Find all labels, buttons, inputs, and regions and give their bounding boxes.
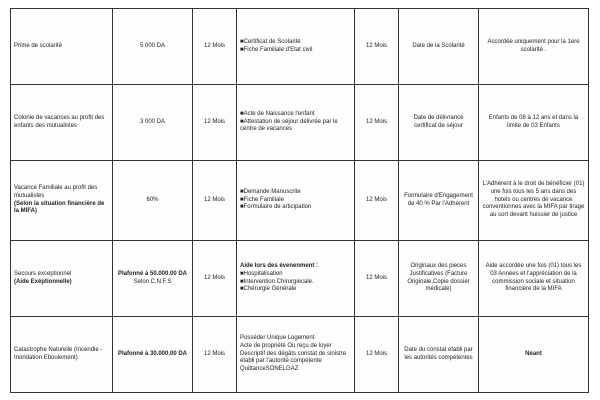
benefit-name: Secours exceptionnel	[14, 270, 72, 277]
table-row	[11, 85, 589, 161]
condition-cell	[399, 161, 479, 241]
observation-text: L'Adhérent à le droit de bénéficier (01) une fois tous les 5 ans dans des hotels ou centres de vacance conventionnes avec la MIFA par tirage au sort devant huissier de justice	[482, 181, 585, 219]
document-item: Descriptif des dégâts constat de sinistre établi par l'autorité compétente	[240, 350, 347, 365]
document-item: Acte de propriété Ou reçu de loyer	[240, 342, 332, 349]
observation-text: Aide accordée une fois (01) tous les 03 Années et l'appréciation de la commission sociale et situation financière de la MIFA	[485, 262, 582, 293]
document-item: ■Fiche Familiale d'Etat civil	[240, 46, 313, 53]
observation-text: Néant	[525, 350, 542, 357]
benefit-name: Prime de scolarité	[14, 42, 63, 49]
amount-cell	[113, 161, 193, 241]
benefits-table	[10, 8, 589, 393]
documents-cell	[237, 317, 355, 393]
document-item: ■Formulaire de articipation	[240, 204, 312, 211]
observation-text: Enfants de 08 à 12 ans et dans la limite de 03 Enfants	[488, 114, 579, 129]
delay-text: 12 Mois	[365, 274, 387, 281]
document-item: ■Fiche Familiale	[240, 196, 284, 203]
benefit-name-cell	[11, 241, 113, 317]
period-text: 12 Mois	[203, 118, 225, 125]
condition-text: Date de délivrance certificat de séjour	[413, 114, 464, 129]
amount-cell	[113, 9, 193, 85]
benefit-name-cell	[11, 161, 113, 241]
documents-title: Aide lors des évenenment :	[240, 262, 319, 269]
documents-cell	[237, 161, 355, 241]
document-item: ■Hospitalisation	[240, 270, 283, 277]
amount-text: Plafonné à 30.000.00 DA	[117, 350, 188, 357]
benefit-name-cell	[11, 9, 113, 85]
observation-cell	[479, 9, 589, 85]
delay-cell	[355, 161, 399, 241]
condition-cell	[399, 317, 479, 393]
delay-text: 12 Mois	[365, 118, 387, 125]
observation-text: Accordée uniquement pour la 1ere scolarité .	[487, 38, 580, 53]
benefit-note: (Selon la situation financière de la MIFA)	[14, 200, 105, 215]
period-text: 12 Mois	[203, 274, 225, 281]
delay-cell	[355, 9, 399, 85]
period-cell	[193, 9, 237, 85]
documents-cell	[237, 9, 355, 85]
benefit-name-cell	[11, 317, 113, 393]
table-row	[11, 241, 589, 317]
period-cell	[193, 241, 237, 317]
observation-cell	[479, 85, 589, 161]
document-item: QuittanceSONELGAZ	[240, 366, 299, 373]
amount-cell	[113, 241, 193, 317]
amount-cell	[113, 85, 193, 161]
delay-text: 12 Mois	[365, 350, 387, 357]
period-cell	[193, 85, 237, 161]
documents-cell	[237, 241, 355, 317]
condition-text: Formulaire d'Engagement de 40 % Par l'Adhérent	[404, 192, 473, 207]
document-item: ■Demande Manuscrite	[240, 188, 301, 195]
condition-cell	[399, 241, 479, 317]
document-item: ■Attestation de séjour délivrée par le centre de vacances	[240, 118, 338, 133]
observation-cell	[479, 161, 589, 241]
amount-text: 5 000 DA	[139, 42, 166, 49]
observation-cell	[479, 241, 589, 317]
condition-text: Date du constat établi par les autorités compétentes	[404, 346, 473, 361]
condition-cell	[399, 85, 479, 161]
document-item: ■Certificat de Scolarité	[240, 38, 301, 45]
delay-cell	[355, 241, 399, 317]
period-text: 12 Mois	[203, 196, 225, 203]
delay-text: 12 Mois	[365, 42, 387, 49]
observation-cell	[479, 317, 589, 393]
amount-cell	[113, 317, 193, 393]
period-text: 12 Mois	[203, 350, 225, 357]
condition-cell	[399, 9, 479, 85]
document-item: ■Intervention Chirurgiecale.	[240, 278, 314, 285]
amount-text: 3 000 DA	[139, 118, 166, 125]
condition-text: Date de la Scolarité	[412, 42, 465, 49]
benefits-document	[10, 8, 588, 392]
delay-text: 12 Mois	[365, 196, 387, 203]
condition-text: Originaux des pieces Justificatives (Facture Originale,Copie dossier médicale)	[407, 262, 470, 293]
document-item: Posséder Unique Logement	[240, 335, 315, 341]
document-item: ■Chérurgie Générale	[240, 286, 297, 293]
benefit-name: Colonie de vacances au profit des enfants des mutualistes	[14, 114, 105, 129]
documents-cell	[237, 85, 355, 161]
benefit-name-cell	[11, 85, 113, 161]
benefit-name: Vacance Familiale au profit des mutualistes	[14, 184, 98, 199]
period-cell	[193, 161, 237, 241]
delay-cell	[355, 85, 399, 161]
benefit-name: Catastrophe Naturelle (Incendie - Inondation Eboulement)	[14, 346, 103, 361]
table-row	[11, 317, 589, 393]
period-text: 12 Mois	[203, 42, 225, 49]
benefit-note: (Aide Exéptionnelle)	[14, 278, 72, 285]
document-item: ■Acte de Naissance l'enfant	[240, 110, 315, 117]
delay-cell	[355, 317, 399, 393]
amount-text: Plafonné à 50.000.00 DA	[117, 270, 188, 277]
amount-text: 60%	[146, 196, 159, 203]
table-row	[11, 9, 589, 85]
table-row	[11, 161, 589, 241]
period-cell	[193, 317, 237, 393]
amount-text: Selon C.N.F.S	[133, 278, 172, 285]
